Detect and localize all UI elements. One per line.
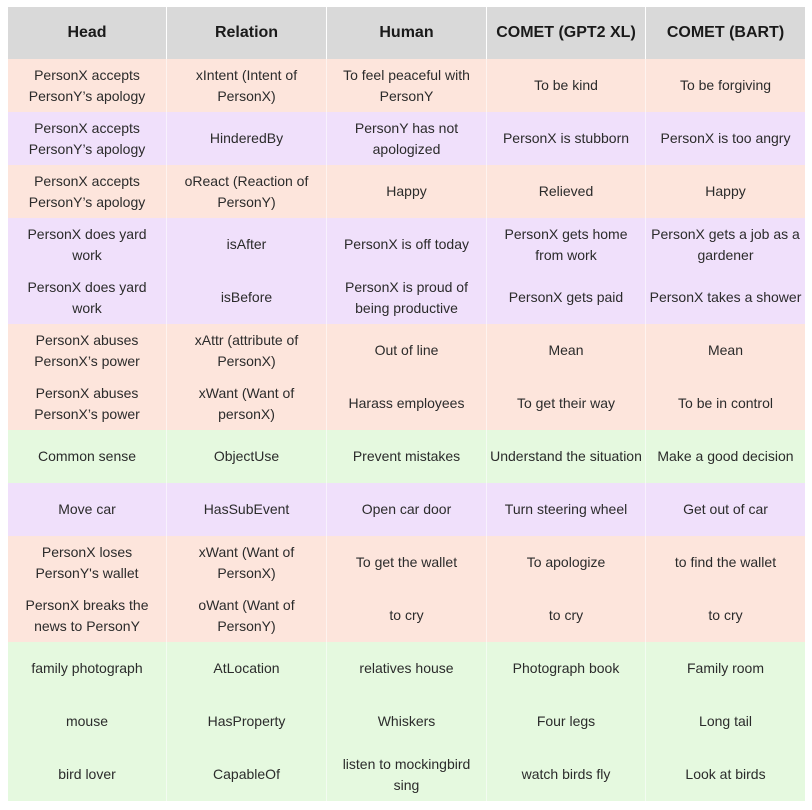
head-cell: family photograph [8,642,167,695]
header-comet-gpt2-xl: COMET (GPT2 XL) [487,7,646,59]
comet-gpt2-xl-cell: Understand the situation [487,430,646,483]
table-row [8,589,805,642]
relation-cell: oReact (Reaction of PersonY) [167,165,327,218]
relation-cell: ObjectUse [167,430,327,483]
head-cell: PersonX breaks the news to PersonY [8,589,167,642]
comet-gpt2-xl-cell: watch birds fly [487,748,646,801]
human-cell: To get the wallet [327,536,487,589]
table-body [8,59,805,801]
head-cell: Move car [8,483,167,536]
comet-bart-cell: To be in control [646,377,805,430]
relation-cell: xAttr (attribute of PersonX) [167,324,327,377]
comet-bart-cell: Mean [646,324,805,377]
table-row [8,748,805,801]
human-cell: Open car door [327,483,487,536]
head-cell: Common sense [8,430,167,483]
relation-cell: HinderedBy [167,112,327,165]
table-row [8,59,805,112]
header-human: Human [327,7,487,59]
table-row [8,324,805,377]
table-row [8,271,805,324]
comet-bart-cell: Happy [646,165,805,218]
table-row [8,430,805,483]
comet-bart-cell: PersonX is too angry [646,112,805,165]
table-row [8,112,805,165]
header-comet-bart: COMET (BART) [646,7,805,59]
table-row [8,483,805,536]
table-row [8,165,805,218]
human-cell: relatives house [327,642,487,695]
human-cell: Happy [327,165,487,218]
head-cell: PersonX accepts PersonY’s apology [8,112,167,165]
comet-gpt2-xl-cell: PersonX is stubborn [487,112,646,165]
head-cell: mouse [8,695,167,748]
comet-bart-cell: PersonX takes a shower [646,271,805,324]
comet-bart-cell: to find the wallet [646,536,805,589]
comet-comparison-table [8,7,805,801]
comet-gpt2-xl-cell: To be kind [487,59,646,112]
table-row [8,377,805,430]
human-cell: PersonY has not apologized [327,112,487,165]
relation-cell: oWant (Want of PersonY) [167,589,327,642]
head-cell: PersonX accepts PersonY’s apology [8,165,167,218]
relation-cell: HasProperty [167,695,327,748]
human-cell: To feel peaceful with PersonY [327,59,487,112]
comet-bart-cell: Make a good decision [646,430,805,483]
human-cell: PersonX is off today [327,218,487,271]
human-cell: Prevent mistakes [327,430,487,483]
head-cell: PersonX abuses PersonX’s power [8,324,167,377]
comet-bart-cell: To be forgiving [646,59,805,112]
table-row [8,536,805,589]
head-cell: PersonX loses PersonY's wallet [8,536,167,589]
comet-bart-cell: Long tail [646,695,805,748]
table-header [8,7,805,59]
head-cell: PersonX abuses PersonX’s power [8,377,167,430]
comet-gpt2-xl-cell: Mean [487,324,646,377]
relation-cell: isAfter [167,218,327,271]
relation-cell: xWant (Want of personX) [167,377,327,430]
head-cell: PersonX does yard work [8,271,167,324]
comet-gpt2-xl-cell: Relieved [487,165,646,218]
human-cell: to cry [327,589,487,642]
relation-cell: xIntent (Intent of PersonX) [167,59,327,112]
comet-bart-cell: Family room [646,642,805,695]
comet-gpt2-xl-cell: PersonX gets home from work [487,218,646,271]
comet-gpt2-xl-cell: Turn steering wheel [487,483,646,536]
comet-gpt2-xl-cell: To apologize [487,536,646,589]
comet-gpt2-xl-cell: PersonX gets paid [487,271,646,324]
comet-bart-cell: Look at birds [646,748,805,801]
relation-cell: xWant (Want of PersonX) [167,536,327,589]
human-cell: Harass employees [327,377,487,430]
head-cell: bird lover [8,748,167,801]
table-row [8,642,805,695]
relation-cell: AtLocation [167,642,327,695]
comet-bart-cell: Get out of car [646,483,805,536]
head-cell: PersonX does yard work [8,218,167,271]
head-cell: PersonX accepts PersonY’s apology [8,59,167,112]
comet-bart-cell: to cry [646,589,805,642]
header-head: Head [8,7,167,59]
human-cell: Whiskers [327,695,487,748]
header-row [8,7,805,59]
human-cell: Out of line [327,324,487,377]
comet-bart-cell: PersonX gets a job as a gardener [646,218,805,271]
table-row [8,218,805,271]
comet-gpt2-xl-cell: To get their way [487,377,646,430]
human-cell: PersonX is proud of being productive [327,271,487,324]
human-cell: listen to mockingbird sing [327,748,487,801]
relation-cell: isBefore [167,271,327,324]
header-relation: Relation [167,7,327,59]
comet-gpt2-xl-cell: Photograph book [487,642,646,695]
comet-gpt2-xl-cell: Four legs [487,695,646,748]
comet-gpt2-xl-cell: to cry [487,589,646,642]
table-row [8,695,805,748]
relation-cell: HasSubEvent [167,483,327,536]
relation-cell: CapableOf [167,748,327,801]
